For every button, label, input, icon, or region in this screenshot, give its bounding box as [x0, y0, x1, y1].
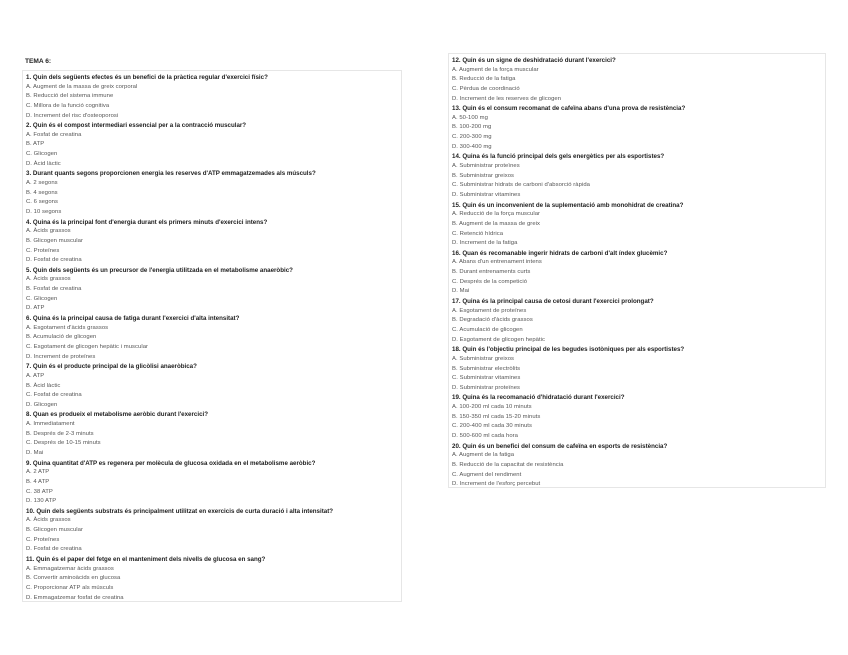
question-text: 15. Quin és un inconvenient de la suplementació amb monohidrat de creatina?	[452, 201, 684, 209]
answer-option: D. Mai	[26, 449, 44, 456]
question-text: 17. Quina és la principal causa de cetosi durant l'exercici prolongat?	[452, 298, 654, 306]
question-block	[26, 555, 398, 603]
answer-option: D. Fosfat de creatina	[26, 546, 82, 553]
question-block	[26, 169, 398, 217]
answer-option: D. 500-600 ml cada hora	[452, 432, 518, 439]
answer-option: C. Després de 10-15 minuts	[26, 440, 101, 447]
question-text: 18. Quin és l'objectiu principal de les begudes isotòniques per als esportistes?	[452, 346, 685, 354]
answer-option: D. Increment de les reserves de glicogen	[452, 95, 562, 102]
answer-option: C. 200-300 mg	[452, 134, 492, 141]
answer-option: C. Acumulació de glicogen	[452, 326, 523, 333]
answer-option: C. Subministrar vitamines	[452, 375, 521, 382]
answer-option: A. 2 segons	[26, 180, 58, 187]
answer-option: C. 6 segons	[26, 199, 58, 206]
question-block	[452, 249, 822, 297]
question-block	[26, 362, 398, 410]
right-question-list	[452, 56, 822, 490]
answer-option: D. Fosfat de creatina	[26, 257, 82, 264]
answer-option: A. Augment de la fatiga	[452, 452, 515, 459]
question-block	[26, 314, 398, 362]
answer-option: C. Pèrdua de coordinació	[452, 85, 520, 92]
answer-option: A. Augment de la massa de greix corporal	[26, 83, 138, 90]
question-block	[452, 297, 822, 345]
right-column	[448, 53, 826, 488]
answer-option: A. 100-200 ml cada 10 minuts	[452, 404, 532, 411]
answer-option: C. Proteïnes	[26, 536, 60, 543]
answer-option: B. Reducció del sistema immune	[26, 93, 114, 100]
question-text: 7. Quin és el producte principal de la glicòlisi anaeròbica?	[26, 363, 197, 371]
answer-option: D. Glicogen	[26, 401, 58, 408]
question-text: 9. Quina quantitat d'ATP es regenera per molècula de glucosa oxidada en el metabolisme aeròbic?	[26, 459, 316, 467]
answer-option: C. Proteïnes	[26, 247, 60, 254]
answer-option: B. Reducció de la capacitat de resistència	[452, 461, 564, 468]
answer-option: A. 2 ATP	[26, 469, 50, 476]
answer-option: D. 300-400 mg	[452, 143, 492, 150]
question-text: 12. Quin és un signe de deshidratació durant l'exercici?	[452, 57, 616, 64]
question-block	[26, 507, 398, 555]
question-text: 8. Quan es produeix el metabolisme aeròbic durant l'exercici?	[26, 411, 209, 419]
question-block	[452, 442, 822, 490]
answer-option: B. 4 segons	[26, 189, 58, 196]
question-text: 10. Quin dels següents substrats és principalment utilitzat en exercicis de curta duració i alta intensitat?	[26, 507, 334, 515]
question-block	[26, 459, 398, 507]
answer-option: D. Increment del risc d'osteoporosi	[26, 112, 119, 119]
question-block	[452, 201, 822, 249]
question-text: 2. Quin és el compost intermediari essencial per a la contracció muscular?	[26, 122, 247, 130]
question-block	[452, 104, 822, 152]
question-text: 3. Durant quants segons proporcionen energia les reserves d'ATP emmagatzemades als músculs?	[26, 170, 316, 178]
answer-option: C. Subministrar hidrats de carboni d'absorció ràpida	[452, 182, 590, 189]
answer-option: A. Àcids grassos	[26, 517, 71, 524]
answer-option: A. Emmagatzemar àcids grassos	[26, 565, 114, 572]
question-text: 16. Quan és recomanable ingerir hidrats de carboni d'alt índex glucèmic?	[452, 249, 668, 257]
answer-option: A. Fosfat de creatina	[26, 131, 82, 138]
answer-option: A. Àcids grassos	[26, 228, 71, 235]
answer-option: D. Àcid làctic	[26, 160, 61, 167]
answer-option: A. Àcids grassos	[26, 276, 71, 283]
page-title: TEMA 6:	[25, 58, 52, 65]
answer-option: B. Degradació d'àcids grassos	[452, 317, 533, 324]
answer-option: B. Subministrar electròlits	[452, 365, 521, 372]
answer-option: C. Glicogen	[26, 151, 58, 158]
answer-option: B. Subministrar greixos	[452, 172, 515, 179]
question-block	[452, 56, 822, 104]
answer-option: D. Esgotament de glicogen hepàtic	[452, 336, 546, 343]
answer-option: C. 200-400 ml cada 30 minuts	[452, 423, 532, 430]
answer-option: B. Àcid làctic	[26, 382, 61, 389]
question-text: 11. Quin és el paper del fetge en el manteniment dels nivells de glucosa en sang?	[26, 556, 266, 564]
answer-option: A. ATP	[26, 372, 45, 379]
answer-option: B. Glicogen muscular	[26, 237, 83, 244]
question-block	[26, 266, 398, 314]
answer-option: D. Emmagatzemar fosfat de creatina	[26, 594, 124, 601]
answer-option: B. Després de 2-3 minuts	[26, 430, 94, 437]
question-block	[452, 345, 822, 393]
answer-option: B. Augment de la massa de greix	[452, 220, 540, 227]
answer-option: A. Immediatament	[26, 421, 75, 428]
answer-option: B. 100-200 mg	[452, 124, 492, 131]
answer-option: D. ATP	[26, 305, 45, 312]
answer-option: D. Increment de proteïnes	[26, 353, 96, 360]
answer-option: A. Esgotament de proteïnes	[452, 307, 527, 314]
question-block	[452, 152, 822, 200]
question-block	[452, 393, 822, 441]
answer-option: A. 50-100 mg	[452, 114, 488, 121]
answer-option: C. Millora de la funció cognitiva	[26, 102, 110, 109]
answer-option: B. 150-350 ml cada 15-20 minuts	[452, 413, 541, 420]
answer-option: D. Mai	[452, 288, 470, 295]
question-block	[26, 121, 398, 169]
answer-option: D. 10 segons	[26, 208, 62, 215]
answer-option: B. Acumulació de glicogen	[26, 334, 97, 341]
question-text: 20. Quin és un benefici del consum de cafeïna en esports de resistència?	[452, 442, 668, 450]
question-text: 19. Quina és la recomanació d'hidratació durant l'exercici?	[452, 394, 625, 402]
answer-option: A. Subministrar proteïnes	[452, 163, 520, 170]
answer-option: D. Subministrar proteïnes	[452, 384, 521, 391]
question-text: 13. Quin és el consum recomanat de cafeïna abans d'una prova de resistència?	[452, 105, 686, 113]
left-column	[22, 70, 402, 602]
answer-option: D. 130 ATP	[26, 498, 57, 505]
question-text: 5. Quin dels següents és un precursor de l'energia utilitzada en el metabolisme anaeròbic?	[26, 266, 293, 274]
answer-option: C. Proporcionar ATP als músculs	[26, 584, 114, 591]
question-text: 6. Quina és la principal causa de fatiga durant l'exercici d'alta intensitat?	[26, 315, 240, 323]
question-block	[26, 73, 398, 121]
answer-option: D. Subministrar vitamines	[452, 191, 521, 198]
answer-option: A. Augment de la força muscular	[452, 66, 539, 73]
answer-option: A. Esgotament d'àcids grassos	[26, 324, 109, 331]
answer-option: B. Fosfat de creatina	[26, 286, 82, 293]
answer-option: D. Increment de l'esforç percebut	[452, 481, 541, 488]
answer-option: C. Després de la competició	[452, 278, 528, 285]
answer-option: B. Convertir aminoàcids en glucosa	[26, 575, 121, 582]
question-text: 1. Quin dels següents efectes és un benefici de la pràctica regular d'exercici físic?	[26, 74, 268, 81]
question-text: 4. Quina és la principal font d'energia durant els primers minuts d'exercici intens?	[26, 218, 268, 226]
answer-option: B. 4 ATP	[26, 478, 50, 485]
answer-option: B. Durant entrenaments curts	[452, 269, 531, 276]
answer-option: B. Reducció de la fatiga	[452, 76, 516, 83]
answer-option: B. ATP	[26, 141, 45, 148]
answer-option: A. Subministrar greixos	[452, 355, 515, 362]
answer-option: A. Reducció de la força muscular	[452, 211, 541, 218]
answer-option: C. Glicogen	[26, 295, 58, 302]
answer-option: C. Esgotament de glicogen hepàtic i muscular	[26, 343, 149, 350]
answer-option: C. Augment del rendiment	[452, 471, 522, 478]
answer-option: C. Fosfat de creatina	[26, 392, 82, 399]
question-block	[26, 410, 398, 458]
question-block	[26, 218, 398, 266]
question-text: 14. Quina és la funció principal dels gels energètics per als esportistes?	[452, 153, 665, 161]
left-question-list	[26, 73, 398, 603]
answer-option: C. 38 ATP	[26, 488, 53, 495]
answer-option: C. Retenció hídrica	[452, 230, 504, 237]
answer-option: A. Abans d'un entrenament intens	[452, 259, 542, 266]
answer-option: B. Glicogen muscular	[26, 527, 83, 534]
answer-option: D. Increment de la fatiga	[452, 240, 518, 247]
